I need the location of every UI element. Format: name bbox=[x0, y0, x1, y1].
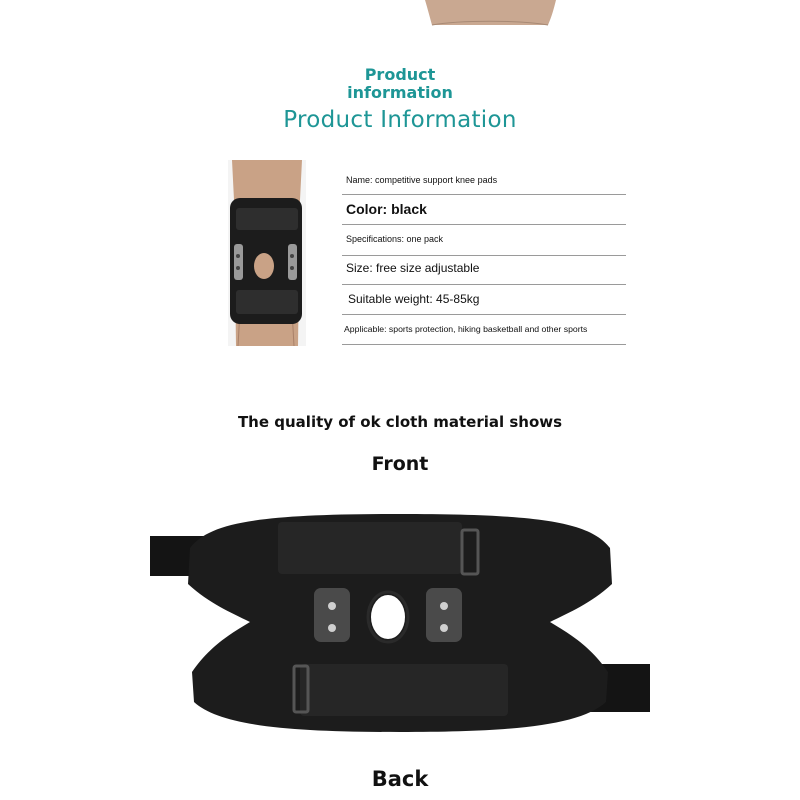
section-title-small: Product information bbox=[347, 65, 453, 102]
spec-row-color: Color: black bbox=[342, 195, 626, 225]
spec-row-applicable: Applicable: sports protection, hiking basketball and other sports bbox=[342, 315, 626, 345]
spec-row-name: Name: competitive support knee pads bbox=[342, 166, 626, 195]
knee-brace-product-photo bbox=[228, 160, 306, 346]
heading-block bbox=[0, 66, 800, 134]
spec-row-weight: Suitable weight: 45-85kg bbox=[342, 285, 626, 315]
spec-row-size: Size: free size adjustable bbox=[342, 256, 626, 285]
section-title-large: Product Information bbox=[283, 107, 517, 133]
quality-caption: The quality of ok cloth material shows bbox=[237, 413, 563, 431]
back-label: Back bbox=[371, 767, 429, 791]
knee-brace-flat-photo bbox=[150, 500, 650, 740]
spec-row-specifications: Specifications: one pack bbox=[342, 225, 626, 256]
spec-list bbox=[342, 166, 626, 345]
front-label: Front bbox=[371, 453, 429, 475]
leg-photo-top bbox=[320, 0, 660, 26]
